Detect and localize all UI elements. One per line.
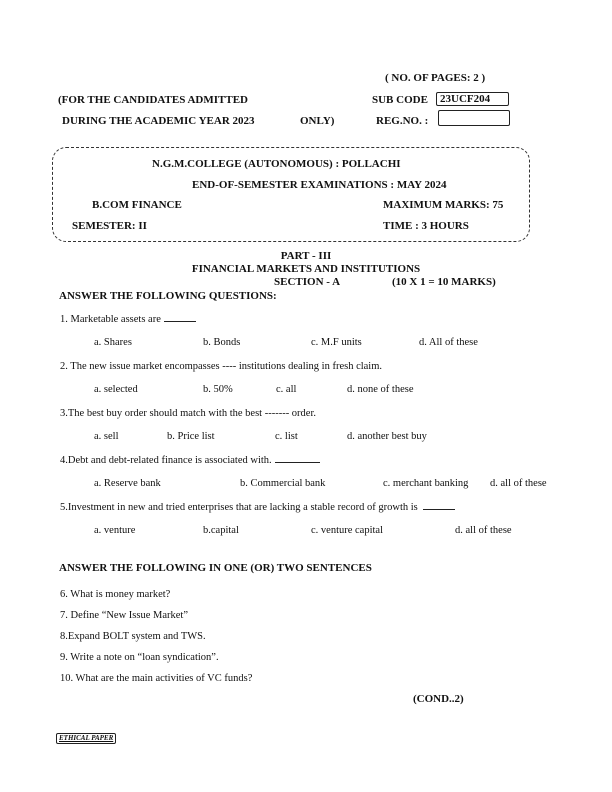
semester: SEMESTER: II [72, 220, 147, 232]
question-7: 7. Define “New Issue Market” [60, 610, 188, 621]
q3-option-a: a. sell [94, 431, 119, 442]
section-a-instruction: ANSWER THE FOLLOWING QUESTIONS: [59, 290, 277, 302]
question-1 [60, 314, 196, 325]
q3-option-b: b. Price list [167, 431, 215, 442]
candidates-admitted-line: (FOR THE CANDIDATES ADMITTED [58, 94, 248, 106]
only-text: ONLY) [300, 115, 335, 127]
q1-option-b: b. Bonds [203, 337, 241, 348]
q2-option-c: c. all [276, 384, 297, 395]
continued-note: (COND..2) [413, 693, 464, 705]
max-marks: MAXIMUM MARKS: 75 [383, 199, 504, 211]
q2-option-b: b. 50% [203, 384, 233, 395]
question-9: 9. Write a note on “loan syndication”. [60, 652, 219, 663]
course-name: B.COM FINANCE [92, 199, 182, 211]
section-a-marks: (10 X 1 = 10 MARKS) [392, 276, 496, 288]
part-label: PART - III [280, 250, 332, 262]
question-2: 2. The new issue market encompasses ---- institutions dealing in fresh claim. [60, 361, 383, 372]
q5-option-c: c. venture capital [311, 525, 384, 536]
answer-blank [275, 462, 320, 463]
reg-no-label: REG.NO. : [376, 115, 429, 127]
q1-option-c: c. M.F units [311, 337, 362, 348]
q1-option-d: d. All of these [419, 337, 478, 348]
question-6: 6. What is money market? [60, 589, 171, 600]
question-3: 3.The best buy order should match with the best ------- order. [60, 408, 317, 419]
question-5-text: 5.Investment in new and tried enterprises that are lacking a stable record of growth is [60, 502, 418, 513]
page-count: ( NO. OF PAGES: 2 ) [385, 72, 486, 84]
sub-code-label: SUB CODE [372, 94, 428, 106]
q3-option-d: d. another best buy [347, 431, 427, 442]
q3-option-c: c. list [275, 431, 298, 442]
q5-option-b: b.capital [203, 525, 239, 536]
sub-code-value: 23UCF204 [440, 93, 491, 105]
exam-title: END-OF-SEMESTER EXAMINATIONS : MAY 2024 [192, 179, 447, 191]
q4-option-d: d. all of these [490, 478, 547, 489]
ethical-paper-stamp: ETHICAL PAPER [56, 733, 116, 744]
q4-option-c: c. merchant banking [383, 478, 469, 489]
exam-time: TIME : 3 HOURS [383, 220, 469, 232]
question-4 [60, 455, 320, 466]
college-name: N.G.M.COLLEGE (AUTONOMOUS) : POLLACHI [152, 158, 401, 170]
q5-option-d: d. all of these [455, 525, 512, 536]
question-4-text: 4.Debt and debt-related finance is associated with. [60, 455, 272, 466]
subject-title: FINANCIAL MARKETS AND INSTITUTIONS [191, 263, 421, 275]
section-b-instruction: ANSWER THE FOLLOWING IN ONE (OR) TWO SENTENCES [59, 562, 372, 574]
answer-blank [423, 509, 455, 510]
sub-code-box [436, 92, 509, 106]
question-10: 10. What are the main activities of VC funds? [60, 673, 253, 684]
answer-blank [164, 321, 196, 322]
question-5 [60, 502, 455, 513]
q2-option-d: d. none of these [347, 384, 414, 395]
section-a-label: SECTION - A [274, 276, 341, 288]
academic-year-line: DURING THE ACADEMIC YEAR 2023 [62, 115, 255, 127]
q5-option-a: a. venture [94, 525, 136, 536]
q4-option-b: b. Commercial bank [240, 478, 326, 489]
q2-option-a: a. selected [94, 384, 138, 395]
reg-no-field[interactable] [438, 110, 510, 126]
q4-option-a: a. Reserve bank [94, 478, 161, 489]
question-8: 8.Expand BOLT system and TWS. [60, 631, 206, 642]
q1-option-a: a. Shares [94, 337, 132, 348]
question-1-text: 1. Marketable assets are [60, 314, 161, 325]
